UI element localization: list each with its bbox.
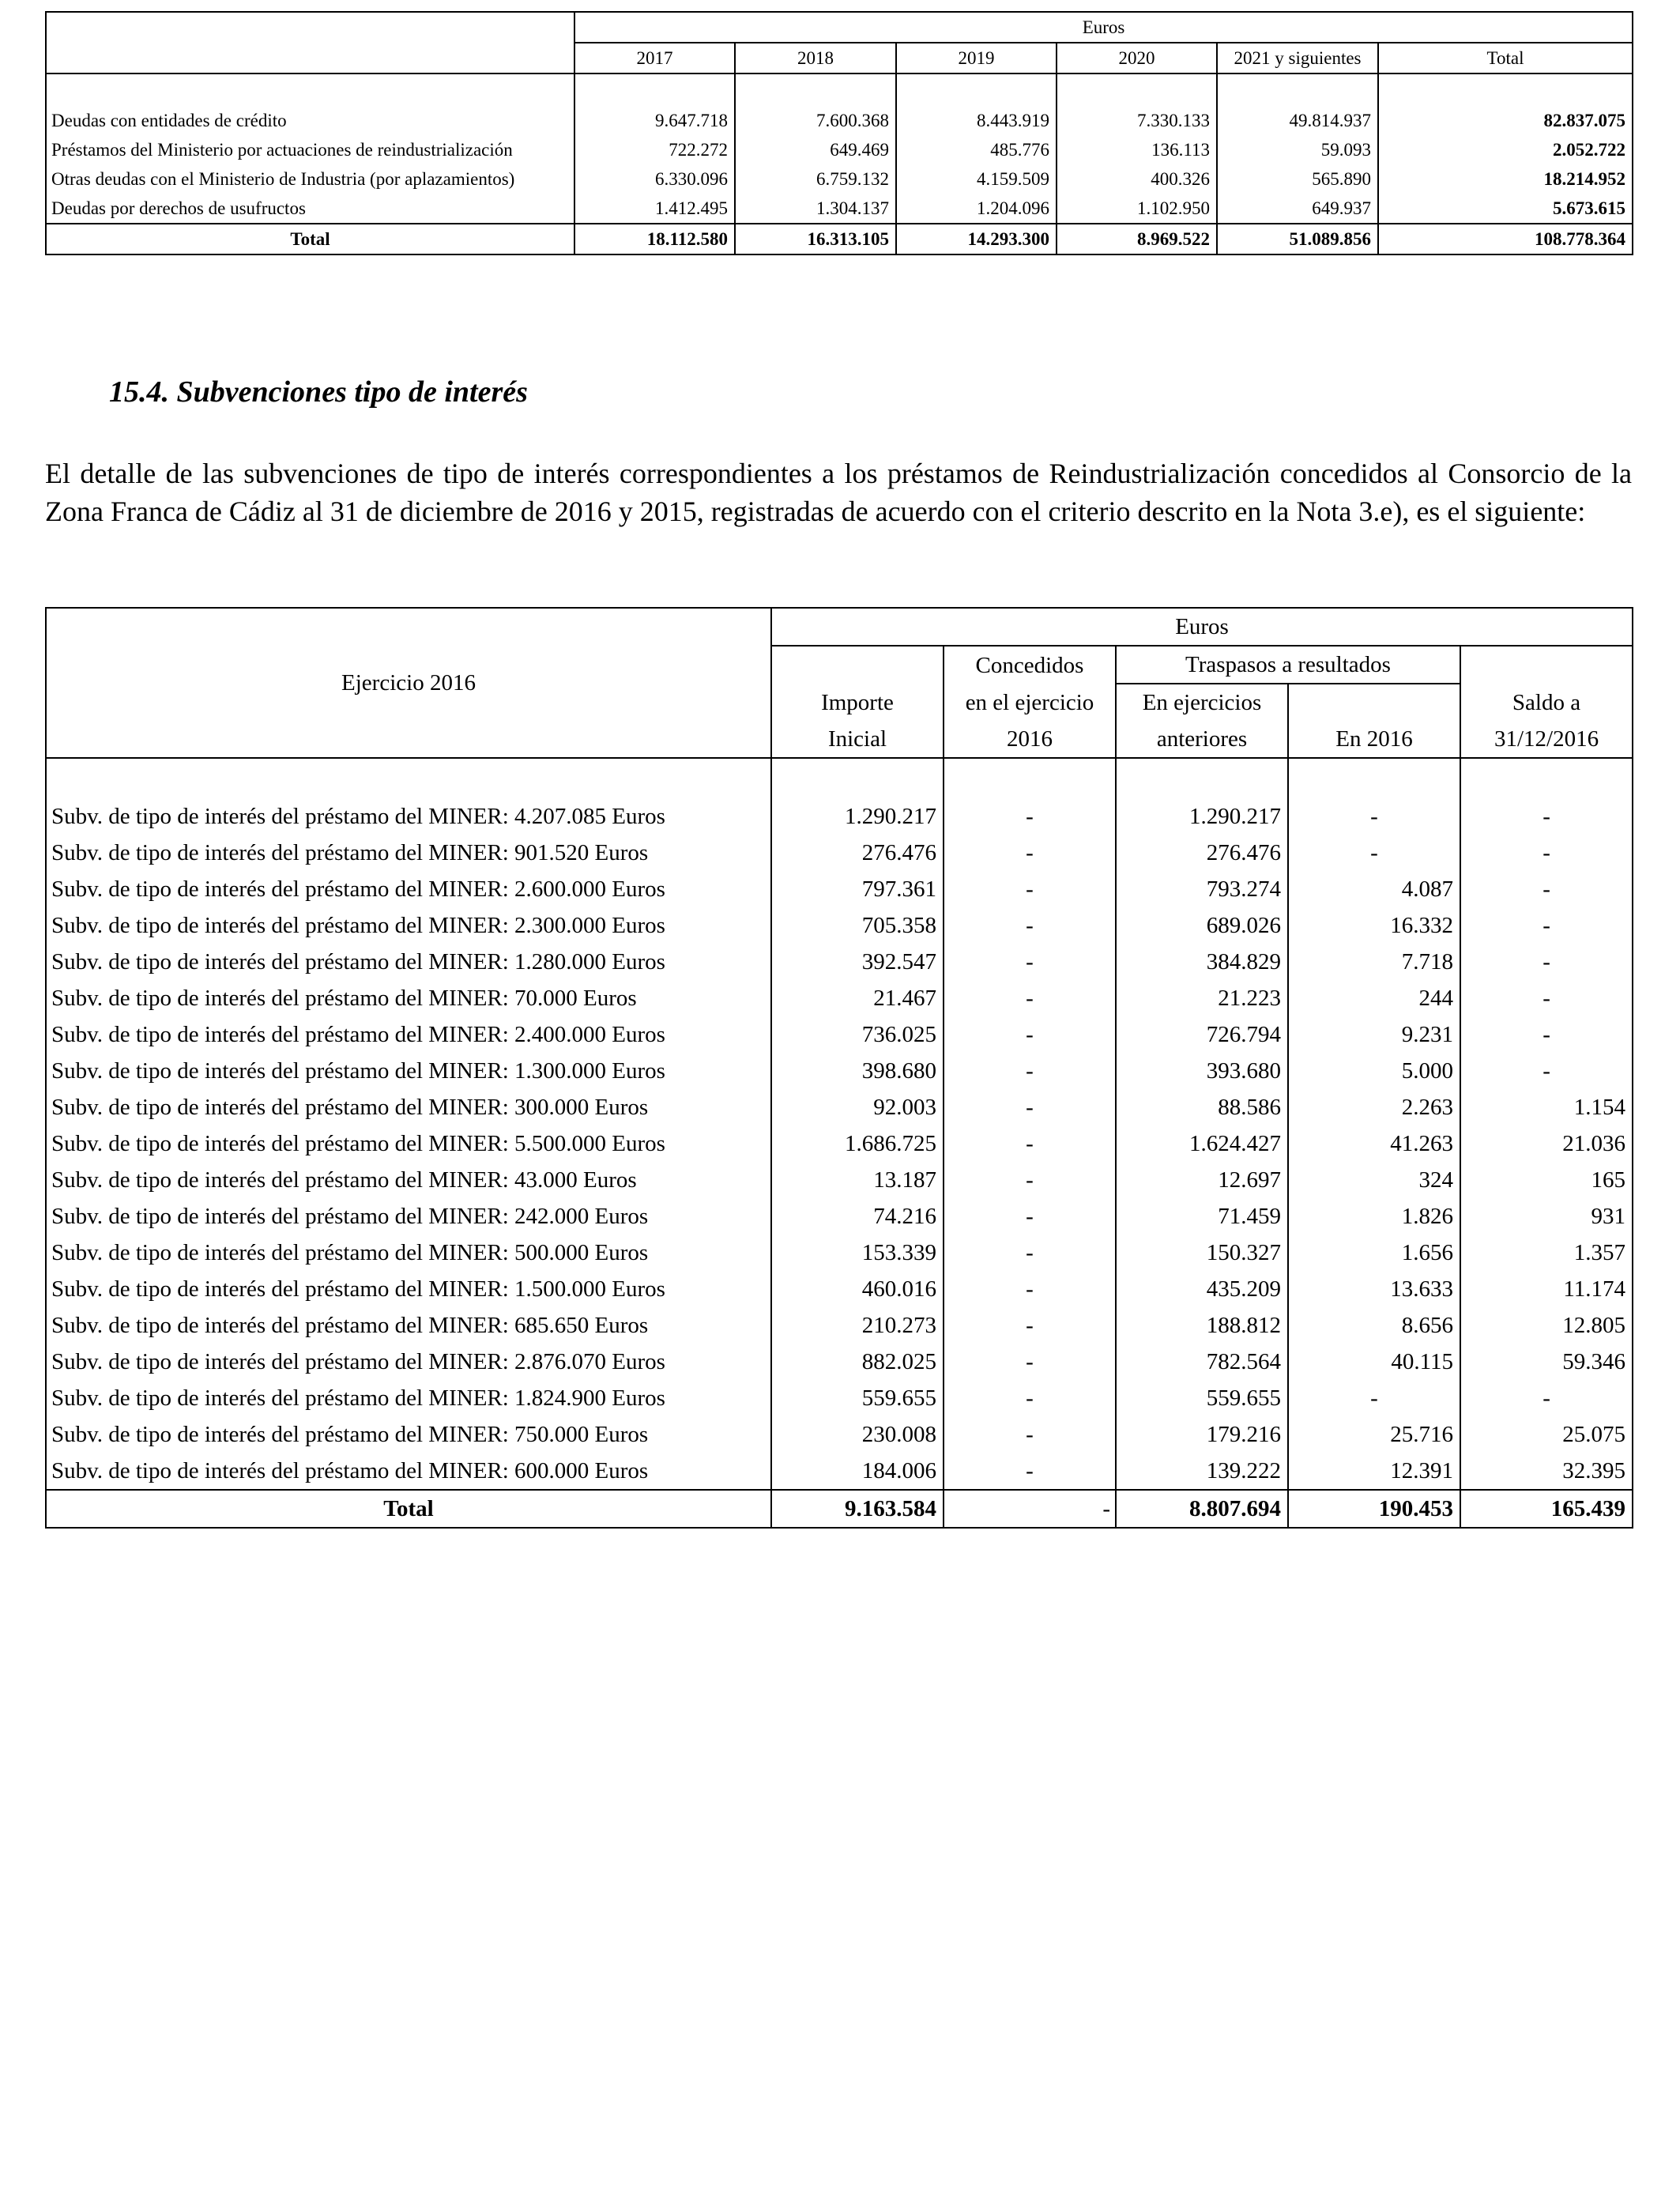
row-label: Subv. de tipo de interés del préstamo del MINER: 600.000 Euros (46, 1453, 771, 1490)
total-label: Total (46, 224, 574, 254)
t2-col-anteriores: En ejercicios (1116, 684, 1288, 721)
cell-value: 793.274 (1116, 871, 1288, 907)
cell-value: - (944, 1453, 1116, 1490)
cell-value: 276.476 (1116, 835, 1288, 871)
cell-value: - (944, 907, 1116, 944)
row-label: Subv. de tipo de interés del préstamo del MINER: 2.600.000 Euros (46, 871, 771, 907)
cell-value: 25.716 (1288, 1416, 1460, 1453)
row-label: Subv. de tipo de interés del préstamo del MINER: 500.000 Euros (46, 1235, 771, 1271)
cell-value: 400.326 (1057, 164, 1217, 194)
cell-value: 6.330.096 (574, 164, 735, 194)
t1-col-header: 2021 y siguientes (1217, 43, 1378, 74)
cell-value: 722.272 (574, 135, 735, 164)
total-value: 108.778.364 (1378, 224, 1633, 254)
cell-value: 565.890 (1217, 164, 1378, 194)
cell-value: 12.391 (1288, 1453, 1460, 1490)
cell-value: - (944, 1416, 1116, 1453)
cell-value: 1.357 (1460, 1235, 1633, 1271)
total-value: 190.453 (1288, 1490, 1460, 1528)
cell-value: 21.223 (1116, 980, 1288, 1016)
cell-value: 8.443.919 (896, 106, 1057, 135)
table-row (46, 135, 1633, 164)
total-value: 8.969.522 (1057, 224, 1217, 254)
cell-value: 649.937 (1217, 194, 1378, 224)
cell-value: 1.154 (1460, 1089, 1633, 1125)
cell-value: 384.829 (1116, 944, 1288, 980)
row-label: Subv. de tipo de interés del préstamo del MINER: 70.000 Euros (46, 980, 771, 1016)
cell-total: 18.214.952 (1378, 164, 1633, 194)
t2-row-header: Ejercicio 2016 (46, 608, 771, 758)
intro-paragraph: El detalle de las subvenciones de tipo de interés correspondientes a los préstamos de Reindustrialización concedidos al Consorcio de la Zona Franca de Cádiz al 31 de diciembre de 2016 y 2015, registradas de acuerdo con el criterio descrito en la Nota 3.e), es el siguiente: (45, 458, 1632, 527)
section-heading: 15.4. Subvenciones tipo de interés (109, 375, 528, 409)
total-value: 14.293.300 (896, 224, 1057, 254)
cell-value: - (944, 1235, 1116, 1271)
table-row (46, 980, 1633, 1016)
cell-value: 11.174 (1460, 1271, 1633, 1307)
row-label: Subv. de tipo de interés del préstamo del MINER: 750.000 Euros (46, 1416, 771, 1453)
interest-subsidy-table (45, 607, 1633, 1529)
row-label: Subv. de tipo de interés del préstamo del MINER: 901.520 Euros (46, 835, 771, 871)
t2-col-importe: Importe (771, 684, 944, 721)
row-label: Subv. de tipo de interés del préstamo del MINER: 1.280.000 Euros (46, 944, 771, 980)
cell-value: - (944, 980, 1116, 1016)
total-value: - (944, 1490, 1116, 1528)
cell-value: 7.600.368 (735, 106, 896, 135)
table-row (46, 1235, 1633, 1271)
cell-value: 179.216 (1116, 1416, 1288, 1453)
cell-value: 49.814.937 (1217, 106, 1378, 135)
cell-value: - (944, 944, 1116, 980)
cell-value: - (944, 1162, 1116, 1198)
cell-value: - (1460, 1053, 1633, 1089)
row-label: Deudas con entidades de crédito (46, 106, 574, 135)
cell-value: 88.586 (1116, 1089, 1288, 1125)
t2-col-concedidos: en el ejercicio (944, 684, 1116, 721)
cell-value: - (944, 1198, 1116, 1235)
cell-total: 5.673.615 (1378, 194, 1633, 224)
cell-value: - (944, 1016, 1116, 1053)
cell-value: 9.231 (1288, 1016, 1460, 1053)
cell-value: 59.346 (1460, 1344, 1633, 1380)
cell-value: - (1460, 798, 1633, 835)
total-label: Total (46, 1490, 771, 1528)
cell-value: 32.395 (1460, 1453, 1633, 1490)
cell-value: 13.633 (1288, 1271, 1460, 1307)
total-value: 51.089.856 (1217, 224, 1378, 254)
table-row (46, 1053, 1633, 1089)
cell-value: 736.025 (771, 1016, 944, 1053)
table-row (46, 1271, 1633, 1307)
row-label: Subv. de tipo de interés del préstamo del MINER: 5.500.000 Euros (46, 1125, 771, 1162)
cell-value: 782.564 (1116, 1344, 1288, 1380)
row-label: Subv. de tipo de interés del préstamo del MINER: 2.876.070 Euros (46, 1344, 771, 1380)
cell-total: 82.837.075 (1378, 106, 1633, 135)
cell-value: 210.273 (771, 1307, 944, 1344)
cell-value: - (944, 871, 1116, 907)
table-row (46, 1380, 1633, 1416)
cell-value: 398.680 (771, 1053, 944, 1089)
row-label: Subv. de tipo de interés del préstamo del MINER: 685.650 Euros (46, 1307, 771, 1344)
t1-group-header: Euros (574, 12, 1633, 43)
row-label: Otras deudas con el Ministerio de Industria (por aplazamientos) (46, 164, 574, 194)
total-value: 8.807.694 (1116, 1490, 1288, 1528)
t2-col-en2016: En 2016 (1288, 721, 1460, 758)
cell-value: 230.008 (771, 1416, 944, 1453)
t2-col-saldo: 31/12/2016 (1460, 721, 1633, 758)
table-row (46, 1307, 1633, 1344)
t2-transfer-group: Traspasos a resultados (1116, 646, 1460, 684)
cell-value: - (1460, 907, 1633, 944)
cell-value: 726.794 (1116, 1016, 1288, 1053)
row-label: Subv. de tipo de interés del préstamo del MINER: 43.000 Euros (46, 1162, 771, 1198)
cell-value: - (1288, 1380, 1460, 1416)
cell-value: 244 (1288, 980, 1460, 1016)
cell-value: 2.263 (1288, 1089, 1460, 1125)
cell-value: 1.290.217 (771, 798, 944, 835)
cell-value: 689.026 (1116, 907, 1288, 944)
cell-value: 1.304.137 (735, 194, 896, 224)
cell-value: 188.812 (1116, 1307, 1288, 1344)
cell-total: 2.052.722 (1378, 135, 1633, 164)
cell-value: - (1460, 944, 1633, 980)
cell-value: 165 (1460, 1162, 1633, 1198)
cell-value: 1.826 (1288, 1198, 1460, 1235)
cell-value: 59.093 (1217, 135, 1378, 164)
t1-corner-cell-lower (46, 43, 574, 74)
cell-value: 435.209 (1116, 1271, 1288, 1307)
cell-value: - (1460, 871, 1633, 907)
t2-col-concedidos: 2016 (944, 721, 1116, 758)
total-row (46, 224, 1633, 254)
cell-value: 40.115 (1288, 1344, 1460, 1380)
cell-value: - (944, 1307, 1116, 1344)
row-label: Subv. de tipo de interés del préstamo del MINER: 300.000 Euros (46, 1089, 771, 1125)
cell-value: - (944, 1053, 1116, 1089)
row-label: Subv. de tipo de interés del préstamo del MINER: 2.400.000 Euros (46, 1016, 771, 1053)
cell-value: 92.003 (771, 1089, 944, 1125)
cell-value: 276.476 (771, 835, 944, 871)
cell-value: 41.263 (1288, 1125, 1460, 1162)
cell-value: - (944, 1271, 1116, 1307)
table-row (46, 798, 1633, 835)
row-label: Subv. de tipo de interés del préstamo del MINER: 242.000 Euros (46, 1198, 771, 1235)
cell-value: 12.697 (1116, 1162, 1288, 1198)
table-row (46, 1016, 1633, 1053)
cell-value: 6.759.132 (735, 164, 896, 194)
cell-value: 392.547 (771, 944, 944, 980)
t2-col-saldo: Saldo a (1460, 684, 1633, 721)
cell-value: - (944, 835, 1116, 871)
cell-value: 7.330.133 (1057, 106, 1217, 135)
cell-value: 71.459 (1116, 1198, 1288, 1235)
cell-value: 485.776 (896, 135, 1057, 164)
cell-value: 1.204.096 (896, 194, 1057, 224)
t1-col-header: 2020 (1057, 43, 1217, 74)
t1-col-header: 2017 (574, 43, 735, 74)
table-row (46, 106, 1633, 135)
row-label: Subv. de tipo de interés del préstamo del MINER: 1.824.900 Euros (46, 1380, 771, 1416)
row-label: Subv. de tipo de interés del préstamo del MINER: 1.500.000 Euros (46, 1271, 771, 1307)
table-row (46, 1089, 1633, 1125)
table-row (46, 835, 1633, 871)
cell-value: 21.036 (1460, 1125, 1633, 1162)
cell-value: 1.656 (1288, 1235, 1460, 1271)
t1-col-header: Total (1378, 43, 1633, 74)
cell-value: 25.075 (1460, 1416, 1633, 1453)
cell-value: 931 (1460, 1198, 1633, 1235)
cell-value: - (1460, 1016, 1633, 1053)
table-row (46, 164, 1633, 194)
cell-value: 16.332 (1288, 907, 1460, 944)
cell-value: 4.159.509 (896, 164, 1057, 194)
cell-value: 324 (1288, 1162, 1460, 1198)
cell-value: 74.216 (771, 1198, 944, 1235)
t1-col-header: 2018 (735, 43, 896, 74)
table-row (46, 1198, 1633, 1235)
t2-col-anteriores: anteriores (1116, 721, 1288, 758)
table-row (46, 944, 1633, 980)
cell-value: 1.102.950 (1057, 194, 1217, 224)
cell-value: 1.412.495 (574, 194, 735, 224)
cell-value: - (944, 1344, 1116, 1380)
cell-value: 559.655 (771, 1380, 944, 1416)
cell-value: 8.656 (1288, 1307, 1460, 1344)
cell-value: 797.361 (771, 871, 944, 907)
table-row (46, 907, 1633, 944)
total-value: 165.439 (1460, 1490, 1633, 1528)
row-label: Subv. de tipo de interés del préstamo del MINER: 2.300.000 Euros (46, 907, 771, 944)
cell-value: 13.187 (771, 1162, 944, 1198)
row-label: Subv. de tipo de interés del préstamo del MINER: 1.300.000 Euros (46, 1053, 771, 1089)
cell-value: 4.087 (1288, 871, 1460, 907)
cell-value: 882.025 (771, 1344, 944, 1380)
cell-value: - (1288, 835, 1460, 871)
cell-value: 12.805 (1460, 1307, 1633, 1344)
cell-value: 21.467 (771, 980, 944, 1016)
cell-value: 139.222 (1116, 1453, 1288, 1490)
cell-value: 150.327 (1116, 1235, 1288, 1271)
total-value: 9.163.584 (771, 1490, 944, 1528)
cell-value: 649.469 (735, 135, 896, 164)
cell-value: 460.016 (771, 1271, 944, 1307)
cell-value: 1.686.725 (771, 1125, 944, 1162)
t1-corner-cell (46, 12, 574, 43)
cell-value: - (944, 1380, 1116, 1416)
t2-col-importe: Inicial (771, 721, 944, 758)
cell-value: 184.006 (771, 1453, 944, 1490)
total-value: 18.112.580 (574, 224, 735, 254)
cell-value: 7.718 (1288, 944, 1460, 980)
cell-value: - (944, 1125, 1116, 1162)
cell-value: 705.358 (771, 907, 944, 944)
cell-value: 559.655 (1116, 1380, 1288, 1416)
cell-value: - (944, 798, 1116, 835)
cell-value: - (1288, 798, 1460, 835)
cell-value: - (1460, 835, 1633, 871)
table-row (46, 1125, 1633, 1162)
t1-col-header: 2019 (896, 43, 1057, 74)
table-row (46, 1416, 1633, 1453)
table-row (46, 1453, 1633, 1490)
total-row (46, 1490, 1633, 1528)
cell-value: 1.624.427 (1116, 1125, 1288, 1162)
table-row (46, 1162, 1633, 1198)
row-label: Subv. de tipo de interés del préstamo del MINER: 4.207.085 Euros (46, 798, 771, 835)
cell-value: 9.647.718 (574, 106, 735, 135)
table-row (46, 194, 1633, 224)
table-row (46, 871, 1633, 907)
cell-value: - (944, 1089, 1116, 1125)
t2-col-concedidos: Concedidos (944, 646, 1116, 684)
cell-value: 153.339 (771, 1235, 944, 1271)
total-value: 16.313.105 (735, 224, 896, 254)
table-row (46, 1344, 1633, 1380)
row-label: Préstamos del Ministerio por actuaciones de reindustrialización (46, 135, 574, 164)
debt-maturity-table (45, 11, 1633, 255)
cell-value: 5.000 (1288, 1053, 1460, 1089)
row-label: Deudas por derechos de usufructos (46, 194, 574, 224)
t2-group-header: Euros (771, 608, 1633, 646)
cell-value: - (1460, 1380, 1633, 1416)
cell-value: 136.113 (1057, 135, 1217, 164)
cell-value: 1.290.217 (1116, 798, 1288, 835)
cell-value: - (1460, 980, 1633, 1016)
cell-value: 393.680 (1116, 1053, 1288, 1089)
